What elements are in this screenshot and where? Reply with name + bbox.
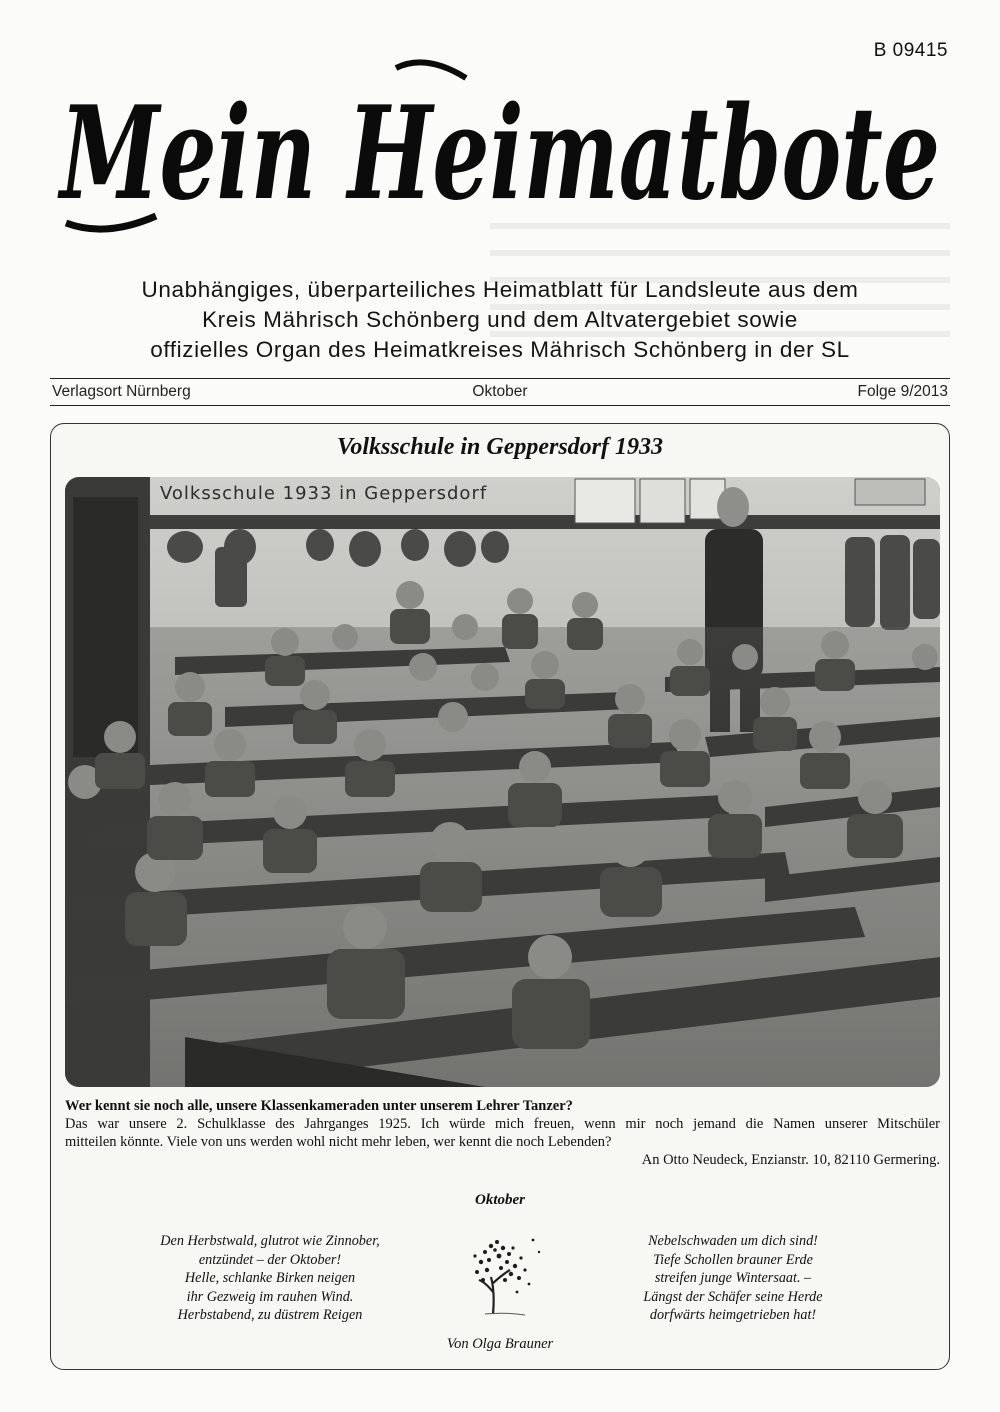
photo-caption-heading: Wer kennt sie noch alle, unsere Klassenkameraden unter unserem Lehrer Tanzer? <box>65 1098 573 1114</box>
poem-line: Helle, schlanke Birken neigen <box>184 1270 356 1286</box>
masthead-logo <box>46 48 954 258</box>
poem-line: streifen junge Wintersaat. – <box>654 1270 812 1286</box>
poem-line: Nebelschwaden um dich sind! <box>648 1233 818 1249</box>
header-rule-top <box>50 378 950 379</box>
subtitle-line-1: Unabhängiges, überparteiliches Heimatblatt für Landsleute aus dem <box>141 277 859 302</box>
masthead-title: Mein Heimatbote <box>57 79 940 229</box>
poem-left-stanza <box>120 1232 420 1325</box>
poem-line: Den Herbstwald, glutrot wie Zinnober, <box>160 1233 380 1249</box>
poem-author: Von Olga Brauner <box>446 1336 554 1352</box>
poem-line: ihr Gezweig im rauhen Wind. <box>186 1288 354 1305</box>
blackboard-caption: Volksschule 1933 in Geppersdorf <box>160 483 488 504</box>
poem-line: Tiefe Schollen brauner Erde <box>653 1251 813 1268</box>
classroom-photo <box>65 477 940 1087</box>
issue-number: Folge 9/2013 <box>857 383 948 400</box>
birch-tree-icon <box>455 1222 555 1322</box>
feature-title: Volksschule in Geppersdorf 1933 <box>336 434 664 460</box>
contact-address: An Otto Neudeck, Enzianstr. 10, 82110 Germering. <box>641 1152 940 1168</box>
poem-line: Herbstabend, zu düstrem Reigen <box>177 1307 363 1323</box>
subtitle-line-3: offizielles Organ des Heimatkreises Mährisch Schönberg in der SL <box>150 337 850 362</box>
poem-right-stanza <box>583 1232 883 1325</box>
header-rule-bottom <box>50 405 950 406</box>
masthead-subtitle <box>0 275 1000 365</box>
publication-place: Verlagsort Nürnberg <box>52 383 191 400</box>
poem-title: Oktober <box>475 1192 525 1208</box>
photo-caption-body <box>65 1115 940 1151</box>
subtitle-line-2: Kreis Mährisch Schönberg und dem Altvatergebiet sowie <box>202 307 798 332</box>
poem-line: Längst der Schäfer seine Herde <box>643 1288 823 1305</box>
caption-line-1: Das war unsere 2. Schulklasse des Jahrganges 1925. Ich würde mich freuen, wenn mir noch jemand die Namen unserer Mitschüler <box>65 1116 940 1132</box>
poem-line: dorfwärts heimgetrieben hat! <box>649 1307 817 1323</box>
poem-line: entzündet – der Oktober! <box>198 1251 342 1268</box>
caption-line-2: mitteilen könnte. Viele von uns werden wohl nicht mehr leben, wer kennt die noch Lebenden? <box>65 1134 612 1150</box>
issn-number: B 09415 <box>873 40 948 61</box>
publication-month: Oktober <box>472 383 528 400</box>
